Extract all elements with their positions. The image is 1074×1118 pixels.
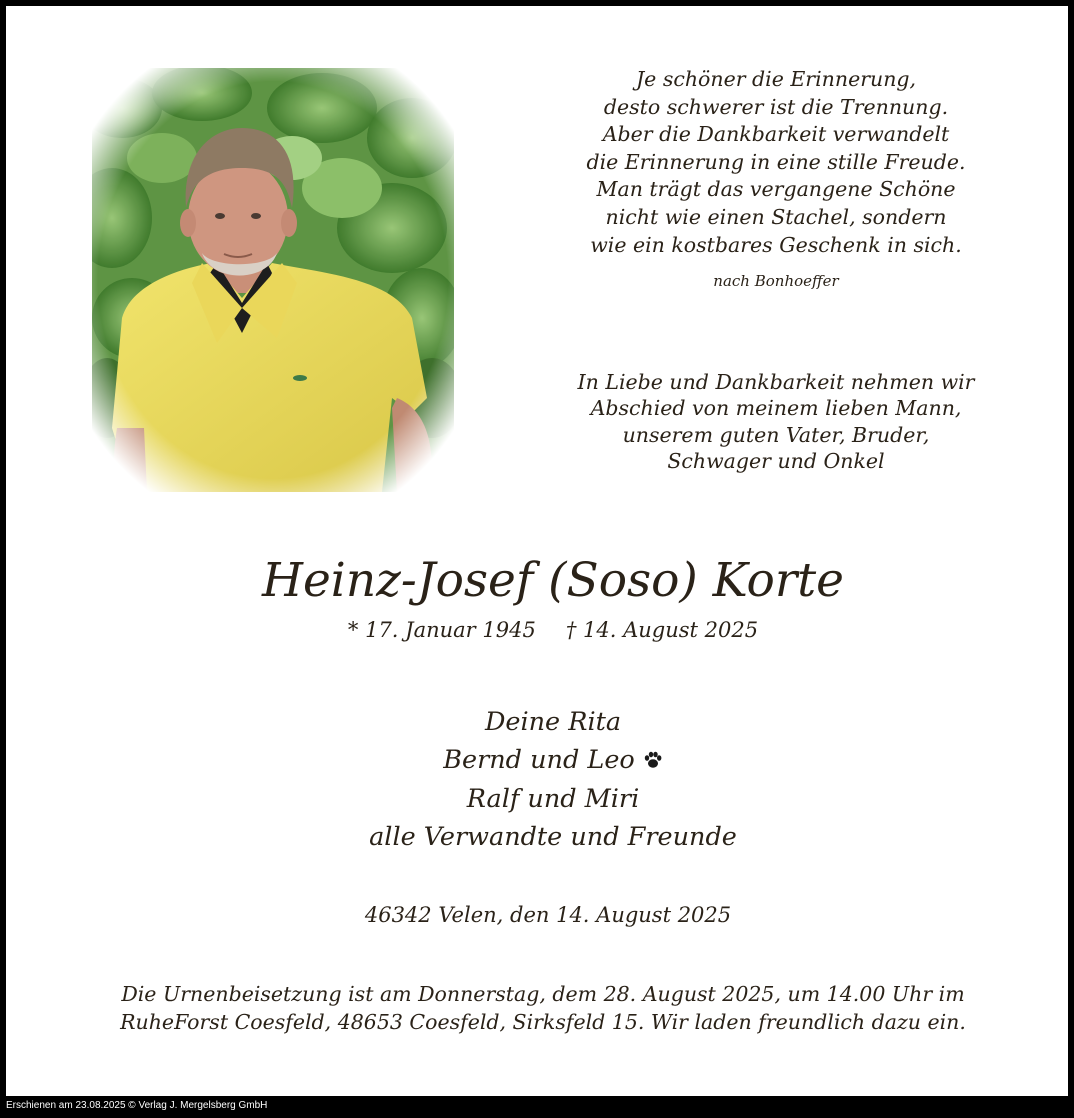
farewell-line: Abschied von meinem lieben Mann,	[590, 396, 962, 421]
poem-line: nicht wie einen Stachel, sondern	[605, 204, 947, 229]
mourner-line: Deine Rita	[484, 707, 622, 737]
poem-line: die Erinnerung in eine stille Freude.	[586, 149, 966, 174]
mourner-line: Ralf und Miri	[466, 784, 640, 814]
funeral-line: Die Urnenbeisetzung ist am Donnerstag, dem 28. August 2025, um 14.00 Uhr im	[121, 982, 965, 1006]
mourner-line: alle Verwandte und Freunde	[369, 821, 737, 852]
portrait-photo	[92, 68, 454, 492]
farewell-line: Schwager und Onkel	[667, 449, 885, 474]
funeral-notice	[6, 980, 1068, 1036]
paw-icon	[643, 744, 663, 782]
mourners	[6, 704, 1068, 856]
poem-line: wie ein kostbares Geschenk in sich.	[590, 232, 962, 257]
obituary-page	[6, 6, 1068, 1096]
publication-footer: Erschienen am 23.08.2025 © Verlag J. Mergelsberg GmbH	[6, 1100, 268, 1111]
farewell-line: In Liebe und Dankbarkeit nehmen wir	[577, 370, 975, 394]
poem-line: desto schwerer ist die Trennung.	[603, 94, 949, 119]
poem	[516, 66, 1036, 259]
farewell-line: unserem guten Vater, Bruder,	[622, 422, 930, 447]
poem-line: Man trägt das vergangene Schöne	[596, 177, 956, 202]
mourner-line-with-paw	[6, 742, 1068, 782]
place-and-date: 46342 Velen, den 14. August 2025	[364, 903, 732, 927]
death-date: † 14. August 2025	[565, 618, 759, 642]
farewell-text	[506, 369, 1046, 475]
poem-line: Je schöner die Erinnerung,	[635, 67, 917, 91]
birth-date: * 17. Januar 1945	[347, 618, 536, 642]
poem-source: nach Bonhoeffer	[713, 272, 839, 290]
poem-line: Aber die Dankbarkeit verwandelt	[602, 122, 950, 147]
deceased-name: Heinz-Josef (Soso) Korte	[262, 553, 844, 608]
life-dates	[6, 618, 1068, 642]
portrait-image	[92, 68, 454, 492]
funeral-line: RuheForst Coesfeld, 48653 Coesfeld, Sirksfeld 15. Wir laden freundlich dazu ein.	[120, 1010, 966, 1034]
mourner-line: Bernd und Leo	[443, 744, 635, 775]
